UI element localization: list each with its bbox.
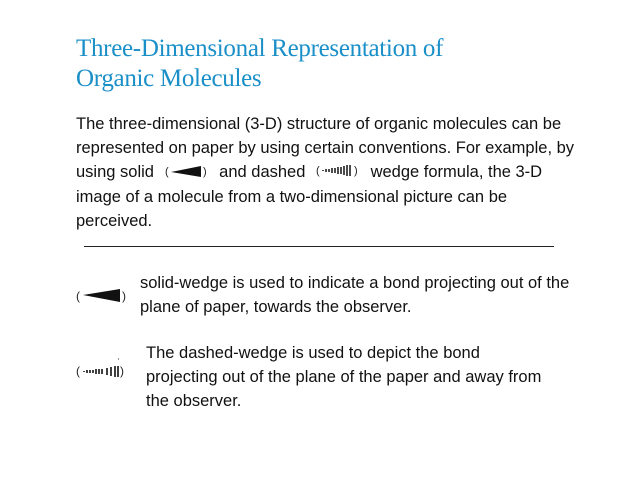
svg-text:(: ( [76, 364, 80, 378]
svg-text:): ) [202, 165, 207, 178]
dashed-wedge-icon [316, 161, 360, 185]
dashed-wedge-icon [76, 356, 128, 385]
slide-title [76, 34, 596, 94]
title-line-2: Organic Molecules [76, 65, 262, 92]
intro-text-part-2: and dashed [219, 163, 306, 181]
solid-wedge-icon [165, 161, 209, 185]
svg-text:(: ( [76, 289, 80, 303]
title-line-1: Three-Dimensional Representation of [76, 35, 444, 62]
svg-text:(: ( [316, 164, 320, 177]
dashed-wedge-definition: The dashed-wedge is used to depict the bond projecting out of the plane of the paper and away from the observer. [146, 344, 542, 410]
divider-line [84, 246, 554, 247]
svg-text:(: ( [164, 165, 169, 178]
svg-text:): ) [354, 164, 358, 177]
svg-text:): ) [122, 289, 126, 303]
intro-text-part-1: The three-dimensional (3-D) structure of organic molecules can be represented on paper by using certain conventions. For example, by using solid [76, 115, 575, 181]
svg-text:): ) [120, 364, 124, 378]
intro-text-part-3: wedge formula, the 3-D image of a molecule from a two-dimensional picture can be perceived. [76, 163, 543, 230]
solid-wedge-definition: solid-wedge is used to indicate a bond projecting out of the plane of paper, towards the observer. [140, 274, 570, 316]
intro-paragraph [76, 112, 576, 233]
solid-wedge-icon [76, 286, 128, 309]
